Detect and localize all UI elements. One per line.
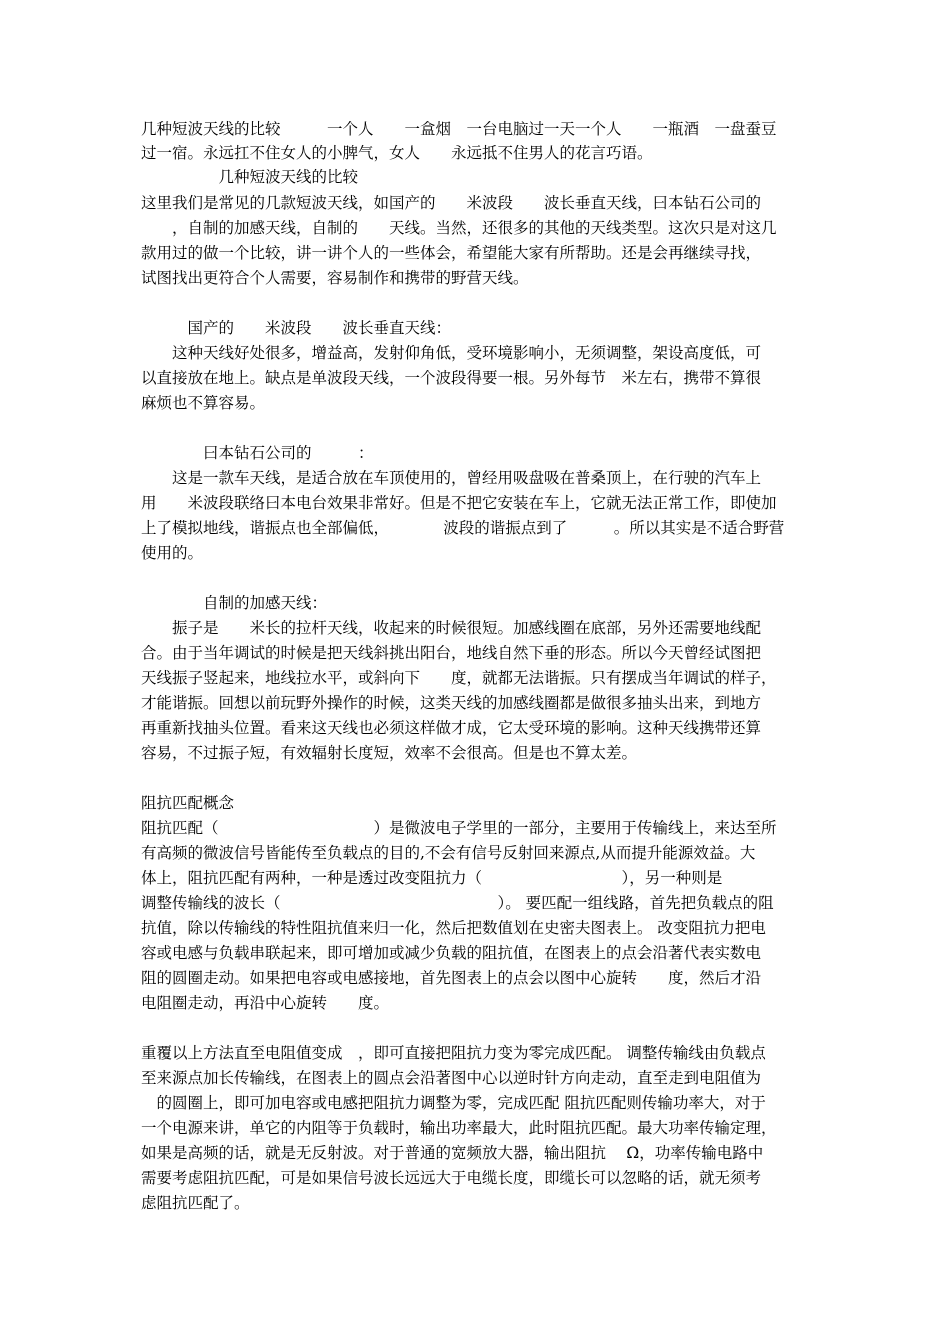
section-heading: 曰本钻石公司的 ： xyxy=(141,444,374,462)
text-line: 容易，不过振子短，有效辐射长度短，效率不会很高。但是也不算太差。 xyxy=(141,744,638,762)
section-heading: 阻抗匹配概念 xyxy=(141,794,235,812)
text-line: 用 米波段联络曰本电台效果非常好。但是不把它安装在车上，它就无法正常工作，即使加 xyxy=(141,494,777,512)
text-line: 使用的。 xyxy=(141,544,204,562)
text-line: 一个电源来讲，单它的内阻等于负载时，输出功率最大，此时阻抗匹配。最大功率传输定理， xyxy=(141,1119,777,1137)
section-heading: 国产的 米波段 波长垂直天线： xyxy=(141,319,452,337)
text-line: 款用过的做一个比较，讲一讲个人的一些体会，希望能大家有所帮助。还是会再继续寻找， xyxy=(141,244,762,262)
text-line: 这种天线好处很多，增益高，发射仰角低，受环境影响小，无须调整，架设高度低，可 xyxy=(141,344,762,362)
text-line: 虑阻抗匹配了。 xyxy=(141,1194,250,1212)
text-line: 需要考虑阻抗匹配，可是如果信号波长远远大于电缆长度，即缆长可以忽略的话，就无须考 xyxy=(141,1169,762,1187)
text-line: 再重新找抽头位置。看来这天线也必须这样做才成，它太受环境的影响。这种天线携带还算 xyxy=(141,719,762,737)
text-line: 振子是 米长的拉杆天线，收起来的时候很短。加感线圈在底部，另外还需要地线配 xyxy=(141,619,762,637)
text-line: 几种短波天线的比较 一个人 一盒烟 一台电脑过一天一个人 一瓶酒 一盘蚕豆 xyxy=(141,120,777,138)
text-line: 容或电感与负载串联起来，即可增加或减少负载的阻抗值，在图表上的点会沿著代表实数电 xyxy=(141,944,762,962)
text-line: 过一宿。永远扛不住女人的小脾气，女人 永远抵不住男人的花言巧语。 xyxy=(141,144,653,162)
section-heading: 自制的加感天线： xyxy=(141,594,328,612)
text-line: 麻烦也不算容易。 xyxy=(141,394,266,412)
text-line: 的圆圈上，即可加电容或电感把阻抗力调整为零，完成匹配 阻抗匹配则传输功率大，对于 xyxy=(141,1094,766,1112)
text-line: ，自制的加感天线，自制的 天线。当然，还很多的其他的天线类型。这次只是对这几 xyxy=(141,219,777,237)
text-line: 阻的圆圈走动。如果把电容或电感接地，首先图表上的点会以图中心旋转 度，然后才沿 xyxy=(141,969,762,987)
text-line: 有高频的微波信号皆能传至负载点的目的,不会有信号反射回来源点,从而提升能源效益。大 xyxy=(141,844,756,862)
text-line: 这是一款车天线，是适合放在车顶使用的，曾经用吸盘吸在普桑顶上，在行驶的汽车上 xyxy=(141,469,762,487)
text-line: 抗值，除以传输线的特性阻抗值来归一化，然后把数值划在史密夫图表上。 改变阻抗力把电 xyxy=(141,919,766,937)
text-line: 电阻圈走动，再沿中心旋转 度。 xyxy=(141,994,390,1012)
text-line: 阻抗匹配（ ）是微波电子学里的一部分，主要用于传输线上，来达至所 xyxy=(141,819,777,837)
text-line: 至来源点加长传输线，在图表上的圆点会沿著图中心以逆时针方向走动，直至走到电阻值为 xyxy=(141,1069,762,1087)
text-line: 这里我们是常见的几款短波天线，如国产的 米波段 波长垂直天线，曰本钻石公司的 xyxy=(141,194,762,212)
text-line: 以直接放在地上。缺点是单波段天线，一个波段得要一根。另外每节 米左右，携带不算很 xyxy=(141,369,762,387)
text-line: 重覆以上方法直至电阻值变成 ，即可直接把阻抗力变为零完成匹配。 调整传输线由负载点 xyxy=(141,1044,766,1062)
text-line: 调整传输线的波长（ ）。 要匹配一组线路，首先把负载点的阻 xyxy=(141,894,774,912)
text-line: 合。由于当年调试的时候是把天线斜挑出阳台，地线自然下垂的形态。所以今天曾经试图把 xyxy=(141,644,762,662)
text-line: 上了模拟地线，谐振点也全部偏低， 波段的谐振点到了 。所以其实是不适合野营 xyxy=(141,519,785,537)
text-line: 如果是高频的话，就是无反射波。对于普通的宽频放大器，输出阻抗 Ω，功率传输电路中 xyxy=(141,1144,764,1162)
text-line: 体上，阻抗匹配有两种，一种是透过改变阻抗力（ ），另一种则是 xyxy=(141,869,723,887)
text-line: 才能谐振。回想以前玩野外操作的时候，这类天线的加感线圈都是做很多抽头出来，到地方 xyxy=(141,694,762,712)
text-line: 天线振子竖起来，地线拉水平，或斜向下 度，就都无法谐振。只有摆成当年调试的样子， xyxy=(141,669,777,687)
text-line: 试图找出更符合个人需要，容易制作和携带的野营天线。 xyxy=(141,269,529,287)
section-title: 几种短波天线的比较 xyxy=(141,168,359,186)
